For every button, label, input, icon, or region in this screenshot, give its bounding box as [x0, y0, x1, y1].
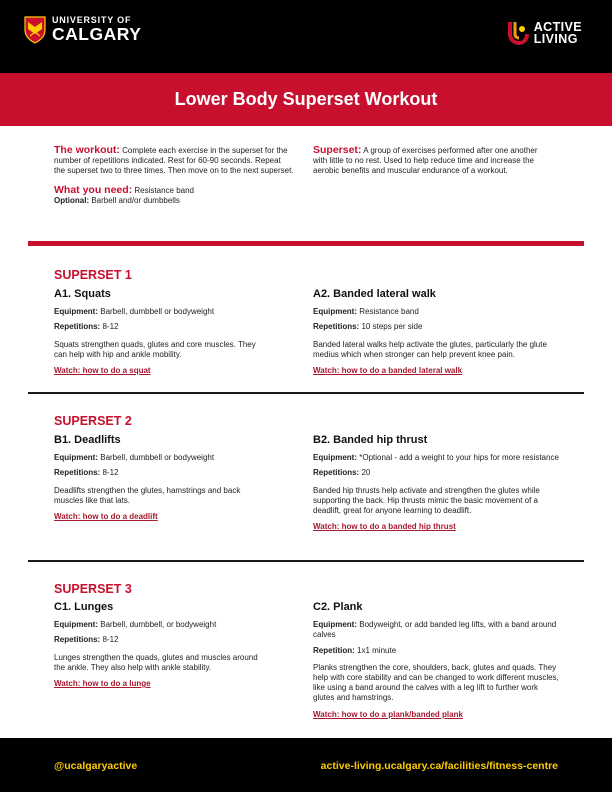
need-paragraph [54, 185, 294, 196]
university-of-calgary-logo [24, 16, 141, 44]
equipment-label: Equipment: [313, 620, 357, 630]
exercise-description: Banded lateral walks help activate the glutes, particularly the glute medius which when stronger can help prevent knee pain. [313, 339, 547, 359]
repetitions-value: 8-12 [102, 468, 119, 478]
section-divider [28, 560, 584, 562]
watch-squat-link[interactable]: Watch: how to do a squat [54, 366, 151, 376]
watch-lateral-walk-link[interactable]: Watch: how to do a banded lateral walk [313, 366, 463, 376]
footer-bar [0, 738, 612, 792]
superset-1-title: SUPERSET 1 [54, 268, 132, 282]
page-title: Lower Body Superset Workout [174, 89, 438, 109]
superset-label: Superset: [313, 144, 362, 156]
repetitions-label: Repetitions: [54, 468, 101, 478]
exercise-name: C2. Plank [313, 601, 363, 613]
equipment-label: Equipment: [54, 620, 98, 630]
exercise-c1 [54, 602, 266, 689]
active-living-logo [507, 20, 582, 46]
equipment-label: Equipment: [54, 453, 98, 463]
repetitions-value: 10 steps per side [361, 322, 423, 332]
optional-paragraph [54, 196, 294, 206]
workout-paragraph [54, 145, 294, 177]
optional-text: Barbell and/or dumbbells [91, 195, 180, 205]
equipment-value: Resistance band [359, 307, 419, 317]
need-label: What you need: [54, 183, 133, 196]
exercise-c2 [313, 602, 561, 720]
exercise-description: Banded hip thrusts help activate and strengthen the glutes while supporting the back. Hip thrusts mimic the basic movement of a deadlift, great for anyone learning to deadlift. [313, 485, 540, 516]
equipment-value: *Optional - add a weight to your hips for more resistance [359, 453, 559, 463]
watch-deadlift-link[interactable]: Watch: how to do a deadlift [54, 512, 158, 522]
exercise-name: C1. Lunges [54, 601, 114, 613]
exercise-b1 [54, 435, 266, 522]
superset-text: A group of exercises performed after one another with little to no rest. Used to help reduce time and increase the aerobic benefits and muscular endurance of a workout. [313, 146, 538, 176]
exercise-a1 [54, 289, 266, 376]
calgary-label: CALGARY [52, 24, 142, 45]
equipment-value: Bodyweight, or add banded leg lifts, with a band around calves [313, 620, 557, 640]
intro-left [54, 145, 294, 206]
exercise-name: B2. Banded hip thrust [313, 434, 428, 446]
repetition-value: 1x1 minute [357, 645, 397, 655]
equipment-value: Barbell, dumbbell or bodyweight [100, 453, 215, 463]
social-handle[interactable]: @ucalgaryactive [54, 760, 138, 772]
need-text: Resistance band [134, 185, 194, 195]
optional-label: Optional: [54, 195, 90, 205]
equipment-value: Barbell, dumbbell or bodyweight [100, 307, 215, 317]
workout-label: The workout: [54, 144, 120, 156]
repetitions-label: Repetitions: [54, 322, 101, 332]
repetitions-label: Repetitions: [313, 322, 360, 332]
superset-3-title: SUPERSET 3 [54, 582, 132, 596]
repetition-label: Repetition: [313, 645, 355, 655]
workout-text: Complete each exercise in the superset for the number of repetitions indicated. Rest for 60-90 seconds. Repeat the superset two to three times. Then move on to the next superset. [54, 146, 294, 176]
website-link[interactable]: active-living.ucalgary.ca/facilities/fitness-centre [320, 760, 558, 772]
repetitions-value: 20 [361, 468, 371, 478]
crest-icon [24, 16, 46, 44]
equipment-value: Barbell, dumbbell, or bodyweight [100, 620, 217, 630]
living-label: LIVING [533, 32, 578, 46]
equipment-label: Equipment: [313, 453, 357, 463]
repetitions-label: Repetitions: [313, 468, 360, 478]
exercise-description: Squats strengthen quads, glutes and core muscles. They can help with hip and ankle mobility. [54, 339, 256, 359]
title-banner [0, 73, 612, 126]
exercise-name: B1. Deadlifts [54, 434, 121, 446]
repetitions-value: 8-12 [102, 635, 119, 645]
red-divider [28, 241, 584, 246]
exercise-b2 [313, 435, 561, 532]
equipment-label: Equipment: [313, 307, 357, 317]
university-label: UNIVERSITY OF [52, 15, 132, 26]
watch-plank-link[interactable]: Watch: how to do a plank/banded plank [313, 709, 463, 719]
section-divider [28, 392, 584, 394]
exercise-a2 [313, 289, 561, 376]
superset-2-title: SUPERSET 2 [54, 414, 132, 428]
active-living-mark-icon [507, 20, 529, 46]
top-bar [0, 0, 612, 73]
watch-lunge-link[interactable]: Watch: how to do a lunge [54, 679, 151, 689]
active-label: ACTIVE [533, 19, 582, 34]
repetitions-value: 8-12 [102, 322, 119, 332]
repetitions-label: Repetitions: [54, 635, 101, 645]
exercise-name: A2. Banded lateral walk [313, 288, 436, 300]
exercise-name: A1. Squats [54, 288, 111, 300]
exercise-description: Lunges strengthen the quads, glutes and muscles around the ankle. They also help with ankle stability. [54, 652, 258, 672]
exercise-description: Planks strengthen the core, shoulders, back, glutes and quads. They help with core stability and can be changed to work different muscles, like using a band around the calves with a leg lift to further work glutes and hamstrings. [313, 662, 559, 703]
intro-right [313, 145, 553, 177]
equipment-label: Equipment: [54, 307, 98, 317]
exercise-description: Deadlifts strengthen the glutes, hamstrings and back muscles like that lats. [54, 485, 241, 505]
watch-hip-thrust-link[interactable]: Watch: how to do a banded hip thrust [313, 522, 456, 532]
